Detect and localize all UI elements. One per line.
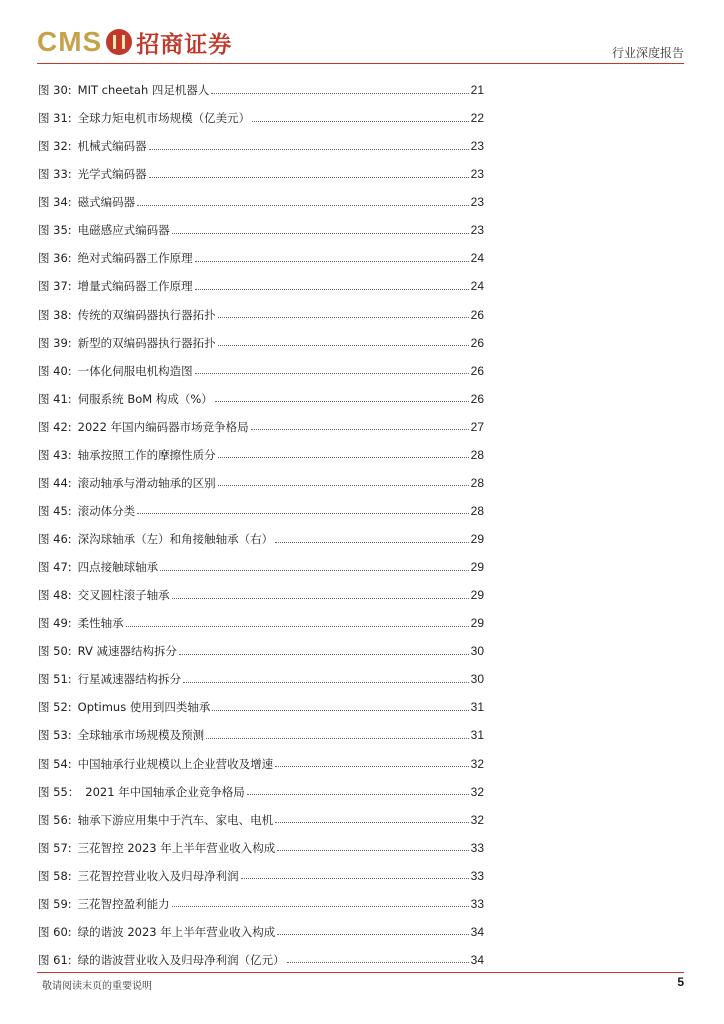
toc-page-number: 23	[470, 223, 484, 238]
toc-figure-number: 图 43:	[38, 447, 72, 462]
toc-figure-title: 全球轴承市场规模及预测	[77, 728, 205, 743]
toc-dot-leader	[275, 822, 468, 823]
toc-figure-number: 图 33:	[38, 167, 72, 182]
toc-figure-title: 三花智控 2023 年上半年营业收入构成	[77, 840, 276, 855]
report-type-label: 行业深度报告	[611, 46, 684, 60]
toc-figure-title: 光学式编码器	[77, 167, 147, 182]
toc-page-number: 22	[470, 111, 484, 126]
toc-entry[interactable]	[38, 244, 484, 272]
toc-entry[interactable]	[38, 918, 484, 946]
toc-entry[interactable]	[38, 609, 484, 637]
toc-dot-leader	[241, 878, 469, 879]
toc-page-number: 31	[470, 728, 484, 743]
toc-dot-leader	[179, 654, 469, 655]
toc-page-number: 23	[470, 139, 484, 154]
toc-figure-title: 滚动轴承与滑动轴承的区别	[77, 475, 216, 490]
toc-entry[interactable]	[38, 188, 484, 216]
toc-entry[interactable]	[38, 104, 484, 132]
toc-figure-number: 图 30:	[38, 83, 72, 98]
toc-dot-leader	[126, 626, 469, 627]
toc-figure-number: 图 41:	[38, 391, 72, 406]
toc-figure-number: 图 48:	[38, 588, 72, 603]
toc-page-number: 33	[470, 840, 484, 855]
toc-figure-title: 一体化伺服电机构造图	[77, 363, 193, 378]
toc-figure-number: 图 54:	[38, 756, 72, 771]
toc-figure-number: 图 35:	[38, 223, 72, 238]
toc-entry[interactable]	[38, 216, 484, 244]
toc-entry[interactable]	[38, 329, 484, 357]
toc-entry[interactable]	[38, 750, 484, 778]
company-logo	[37, 26, 232, 58]
toc-page-number: 29	[470, 532, 484, 547]
toc-dot-leader	[251, 429, 469, 430]
toc-figure-title: 全球力矩电机市场规模（亿美元）	[77, 111, 251, 126]
toc-entry[interactable]	[38, 693, 484, 721]
toc-figure-title: 轴承下游应用集中于汽车、家电、电机	[77, 812, 274, 827]
toc-figure-number: 图 31:	[38, 111, 72, 126]
toc-figure-title: 传统的双编码器执行器拓扑	[77, 307, 216, 322]
toc-figure-title: 中国轴承行业规模以上企业营收及增速	[77, 756, 274, 771]
toc-dot-leader	[247, 794, 469, 795]
toc-dot-leader	[137, 205, 468, 206]
toc-entry[interactable]	[38, 385, 484, 413]
toc-page-number: 30	[470, 672, 484, 687]
toc-figure-number: 图 58:	[38, 868, 72, 883]
toc-figure-title: 轴承按照工作的摩擦性质分	[77, 447, 216, 462]
toc-dot-leader	[172, 598, 469, 599]
toc-page-number: 32	[470, 784, 484, 799]
toc-dot-leader	[206, 738, 468, 739]
toc-dot-leader	[252, 121, 468, 122]
toc-figure-title: 行星减速器结构拆分	[77, 672, 182, 687]
toc-figure-title: MIT cheetah 四足机器人	[77, 83, 210, 98]
toc-figure-number: 图 38:	[38, 307, 72, 322]
toc-figure-title: 电磁感应式编码器	[77, 223, 170, 238]
toc-page-number: 33	[470, 896, 484, 911]
toc-entry[interactable]	[38, 862, 484, 890]
toc-entry[interactable]	[38, 778, 484, 806]
toc-page-number: 30	[470, 644, 484, 659]
toc-page-number: 31	[470, 700, 484, 715]
toc-figure-number: 图 50:	[38, 644, 72, 659]
toc-figure-title: 绿的谐波营业收入及归母净利润（亿元）	[77, 952, 285, 967]
toc-figure-title: RV 减速器结构拆分	[77, 644, 178, 659]
toc-figure-title: Optimus 使用到四类轴承	[77, 700, 211, 715]
footer-disclaimer: 敬请阅读末页的重要说明	[42, 981, 152, 992]
toc-figure-title: 滚动体分类	[77, 503, 136, 518]
toc-figure-number: 图 46:	[38, 532, 72, 547]
toc-figure-number: 图 40:	[38, 363, 72, 378]
toc-figure-number: 图 45:	[38, 503, 72, 518]
toc-page-number: 29	[470, 560, 484, 575]
toc-page-number: 23	[470, 167, 484, 182]
toc-dot-leader	[218, 317, 469, 318]
toc-page-number: 27	[470, 419, 484, 434]
toc-dot-leader	[172, 906, 469, 907]
toc-figure-number: 图 60:	[38, 924, 72, 939]
toc-entry[interactable]	[38, 441, 484, 469]
toc-page-number: 24	[470, 279, 484, 294]
toc-dot-leader	[183, 682, 468, 683]
toc-dot-leader	[275, 542, 468, 543]
toc-page-number: 29	[470, 588, 484, 603]
toc-page-number: 33	[470, 868, 484, 883]
toc-entry[interactable]	[38, 160, 484, 188]
logo-seal-icon	[106, 29, 132, 55]
toc-figure-number: 图 39:	[38, 335, 72, 350]
page-number: 5	[677, 975, 684, 989]
toc-entry[interactable]	[38, 497, 484, 525]
toc-dot-leader	[218, 345, 469, 346]
toc-dot-leader	[211, 93, 468, 94]
header-divider	[37, 63, 684, 64]
toc-page-number: 26	[470, 391, 484, 406]
toc-dot-leader	[137, 513, 468, 514]
figure-list	[38, 76, 484, 974]
toc-page-number: 28	[470, 503, 484, 518]
toc-dot-leader	[195, 373, 469, 374]
toc-entry[interactable]	[38, 301, 484, 329]
toc-page-number: 34	[470, 952, 484, 967]
toc-dot-leader	[218, 457, 469, 458]
toc-entry[interactable]	[38, 553, 484, 581]
toc-page-number: 26	[470, 335, 484, 350]
page-header	[0, 0, 724, 70]
toc-figure-number: 图 52:	[38, 700, 72, 715]
toc-dot-leader	[149, 149, 469, 150]
toc-dot-leader	[160, 570, 468, 571]
toc-figure-title: 三花智控盈利能力	[77, 896, 170, 911]
toc-entry[interactable]	[38, 76, 484, 104]
toc-page-number: 34	[470, 924, 484, 939]
toc-figure-number: 图 32:	[38, 139, 72, 154]
toc-figure-number: 图 53:	[38, 728, 72, 743]
toc-figure-title: 绿的谐波 2023 年上半年营业收入构成	[77, 924, 276, 939]
toc-entry[interactable]	[38, 525, 484, 553]
toc-entry[interactable]	[38, 469, 484, 497]
toc-figure-number: 图 34:	[38, 195, 72, 210]
toc-figure-title: 四点接触球轴承	[77, 560, 159, 575]
toc-page-number: 21	[470, 83, 484, 98]
toc-entry[interactable]	[38, 581, 484, 609]
toc-dot-leader	[287, 962, 469, 963]
toc-figure-number: 图 51:	[38, 672, 72, 687]
toc-entry[interactable]	[38, 357, 484, 385]
toc-figure-number: 图 55：	[38, 784, 80, 799]
toc-entry[interactable]	[38, 806, 484, 834]
toc-entry[interactable]	[38, 834, 484, 862]
toc-page-number: 32	[470, 756, 484, 771]
toc-dot-leader	[172, 233, 469, 234]
toc-figure-number: 图 42:	[38, 419, 72, 434]
toc-figure-number: 图 49:	[38, 616, 72, 631]
toc-figure-title: 伺服系统 BoM 构成（%）	[77, 391, 213, 406]
toc-figure-title: 绝对式编码器工作原理	[77, 251, 193, 266]
toc-figure-title: 交叉圆柱滚子轴承	[77, 588, 170, 603]
footer-divider	[37, 972, 684, 973]
toc-page-number: 28	[470, 475, 484, 490]
toc-dot-leader	[149, 177, 469, 178]
toc-figure-number: 图 47:	[38, 560, 72, 575]
toc-figure-title: 2021 年中国轴承企业竞争格局	[85, 784, 245, 799]
toc-figure-title: 增量式编码器工作原理	[77, 279, 193, 294]
toc-figure-title: 三花智控营业收入及归母净利润	[77, 868, 239, 883]
toc-page-number: 23	[470, 195, 484, 210]
logo-latin-text: CMS	[37, 26, 103, 57]
toc-page-number: 28	[470, 447, 484, 462]
toc-dot-leader	[275, 766, 468, 767]
toc-entry[interactable]	[38, 132, 484, 160]
toc-figure-number: 图 36:	[38, 251, 72, 266]
toc-figure-title: 磁式编码器	[77, 195, 136, 210]
toc-figure-number: 图 57:	[38, 840, 72, 855]
toc-entry[interactable]	[38, 665, 484, 693]
toc-dot-leader	[195, 289, 469, 290]
toc-figure-number: 图 37:	[38, 279, 72, 294]
toc-page-number: 29	[470, 616, 484, 631]
toc-figure-number: 图 44:	[38, 475, 72, 490]
toc-page-number: 26	[470, 307, 484, 322]
toc-entry[interactable]	[38, 272, 484, 300]
toc-entry[interactable]	[38, 946, 484, 974]
toc-figure-number: 图 56:	[38, 812, 72, 827]
toc-figure-title: 柔性轴承	[77, 616, 124, 631]
toc-figure-number: 图 61:	[38, 952, 72, 967]
toc-figure-title: 新型的双编码器执行器拓扑	[77, 335, 216, 350]
toc-dot-leader	[212, 710, 468, 711]
toc-entry[interactable]	[38, 721, 484, 749]
logo-chinese-text: 招商证券	[136, 31, 233, 58]
toc-figure-title: 机械式编码器	[77, 139, 147, 154]
toc-figure-title: 2022 年国内编码器市场竞争格局	[77, 419, 249, 434]
toc-dot-leader	[277, 934, 468, 935]
toc-page-number: 32	[470, 812, 484, 827]
toc-dot-leader	[218, 485, 469, 486]
toc-entry[interactable]	[38, 413, 484, 441]
toc-entry[interactable]	[38, 637, 484, 665]
toc-figure-title: 深沟球轴承（左）和角接触轴承（右）	[77, 532, 274, 547]
toc-dot-leader	[215, 401, 469, 402]
toc-page-number: 24	[470, 251, 484, 266]
toc-dot-leader	[195, 261, 469, 262]
toc-entry[interactable]	[38, 890, 484, 918]
toc-figure-number: 图 59:	[38, 896, 72, 911]
toc-page-number: 26	[470, 363, 484, 378]
toc-dot-leader	[277, 850, 468, 851]
